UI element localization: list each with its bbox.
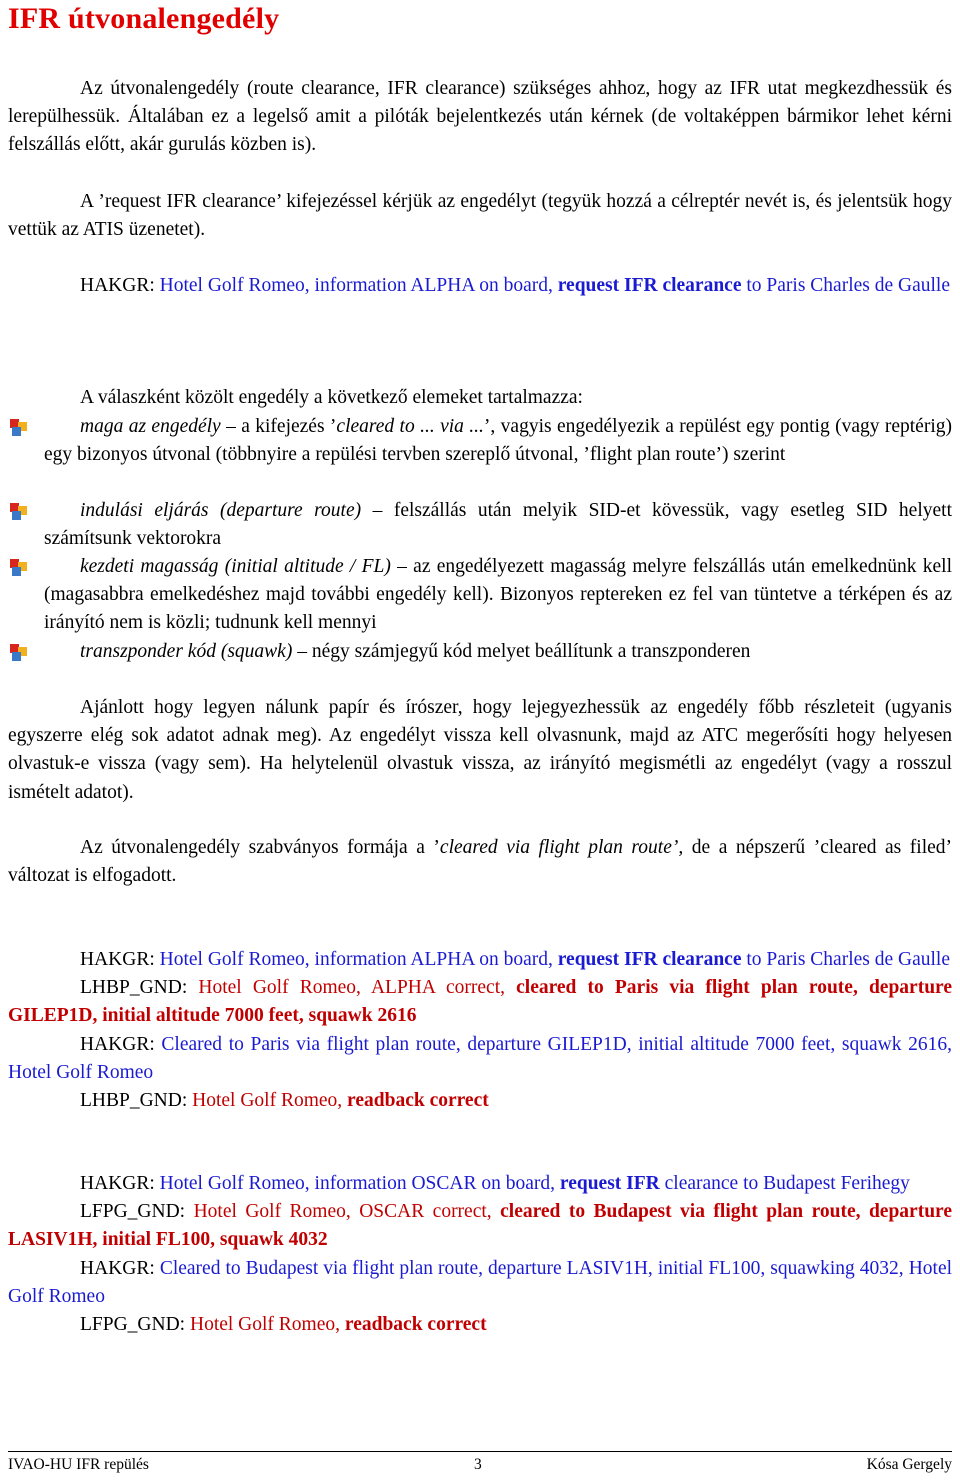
bullet-cubes-icon [10,644,28,662]
pilot-bold: request IFR clearance [557,275,742,296]
dialog-paris [8,946,952,1115]
bullet-item-1: maga az engedély – a kifejezés ’cleared to ... via ...’, vagyis engedélyezik a repülést egy pontig (vagy reptérig) egy bizonyos útvonal (többnyire a repülési tervben szereplő útvonal, ’flight plan route’) szerint [8,413,952,469]
intro-paragraph-1: Az útvonalengedély (route clearance, IFR clearance) szükséges ahhoz, hogy az IFR utat megkezdhessük és lerepülhessük. Általában ez a legelső amit a pilóták bejelentkezés után kérnek (de voltaképpen bármikor lehet kérni felszállás előtt, akár gurulás közben is). [8,78,952,156]
pilot-text: Hotel Golf Romeo, information ALPHA on board, [159,275,553,296]
bullet-item-4: transzponder kód (squawk) – négy számjegyű kód melyet beállítunk a transzponderen [8,638,952,666]
dialog-line: HAKGR: Hotel Golf Romeo, information OSCAR on board, request IFR clearance to Budapest Ferihegy [80,1173,910,1194]
intro-paragraph-2: A ’request IFR clearance’ kifejezéssel kérjük az engedélyt (tegyük hozzá a célreptér nevét is, és jelentsük hogy vettük az ATIS üzenetet). [8,191,952,241]
bullet-cubes-icon [10,559,28,577]
bullet-item-3: kezdeti magasság (initial altitude / FL) – az engedélyezett magasság melyre felszállás után emelkednünk kell (magasabbra emelkedéshez majd további engedély kell). Bizonyos reptereken ez fel van tüntetve a térképen és az irányító nem is közli; tudnunk kell mennyi [8,553,952,638]
bullet-cubes-icon [10,503,28,521]
page-footer [8,1451,952,1478]
footer-left: IVAO-HU IFR repülés [8,1456,149,1473]
dialog-line: LHBP_GND: Hotel Golf Romeo, readback correct [80,1090,489,1112]
dialog-line: HAKGR: Cleared to Paris via flight plan route, departure GILEP1D, initial altitude 7000 feet, squawk 2616, Hotel Golf Romeo [8,1033,952,1083]
dialog-line: HAKGR: Hotel Golf Romeo, information ALPHA on board, request IFR clearance to Paris Charles de Gaulle [80,949,950,970]
readback-paragraph: Ajánlott hogy legyen nálunk papír és írószer, hogy lejegyezhessük az engedély főbb részleteit (ugyanis egyszerre elég sok adatot adnak meg). Az engedélyt vissza kell olvasnunk, majd az ATC megerősíti hogy helyesen olvastuk-e vissza (vagy sem). Ha helytelenül olvastuk vissza, az irányító megismétli az engedélyt (vagy a rosszul ismételt adatot). [8,697,952,803]
callsign: HAKGR: [80,275,155,296]
dialog-line: HAKGR: Cleared to Budapest via flight plan route, departure LASIV1H, initial FL100, squawking 4032, Hotel Golf Romeo [8,1257,953,1307]
standard-form-paragraph: Az útvonalengedély szabványos formája a ’cleared via flight plan route’, de a népszerű ’cleared as filed’ változat is elfogadott. [8,837,953,887]
dialog-line: LFPG_GND: Hotel Golf Romeo, readback correct [80,1314,487,1336]
pilot-text-tail: to Paris Charles de Gaulle [746,275,950,296]
bullet-cubes-icon [10,419,28,437]
dialog-line: LFPG_GND: Hotel Golf Romeo, OSCAR correct, cleared to Budapest via flight plan route, departure LASIV1H, initial FL100, squawk 4032 [8,1201,953,1251]
footer-author: Kósa Gergely [866,1456,952,1473]
page-number: 3 [474,1456,482,1473]
dialog-line: LHBP_GND: Hotel Golf Romeo, ALPHA correct, cleared to Paris via flight plan route, departure GILEP1D, initial altitude 7000 feet, squawk 2616 [8,977,952,1027]
example-request [8,272,952,300]
elements-intro: A válaszként közölt engedély a következő elemeket tartalmazza: [80,387,583,408]
dialog-budapest [8,1170,952,1339]
bullet-item-2: indulási eljárás (departure route) – felszállás után melyik SID-et kövessük, vagy esetleg SID helyett számítsunk vektorokra [8,497,952,553]
page-title: IFR útvonalengedély [8,2,280,35]
